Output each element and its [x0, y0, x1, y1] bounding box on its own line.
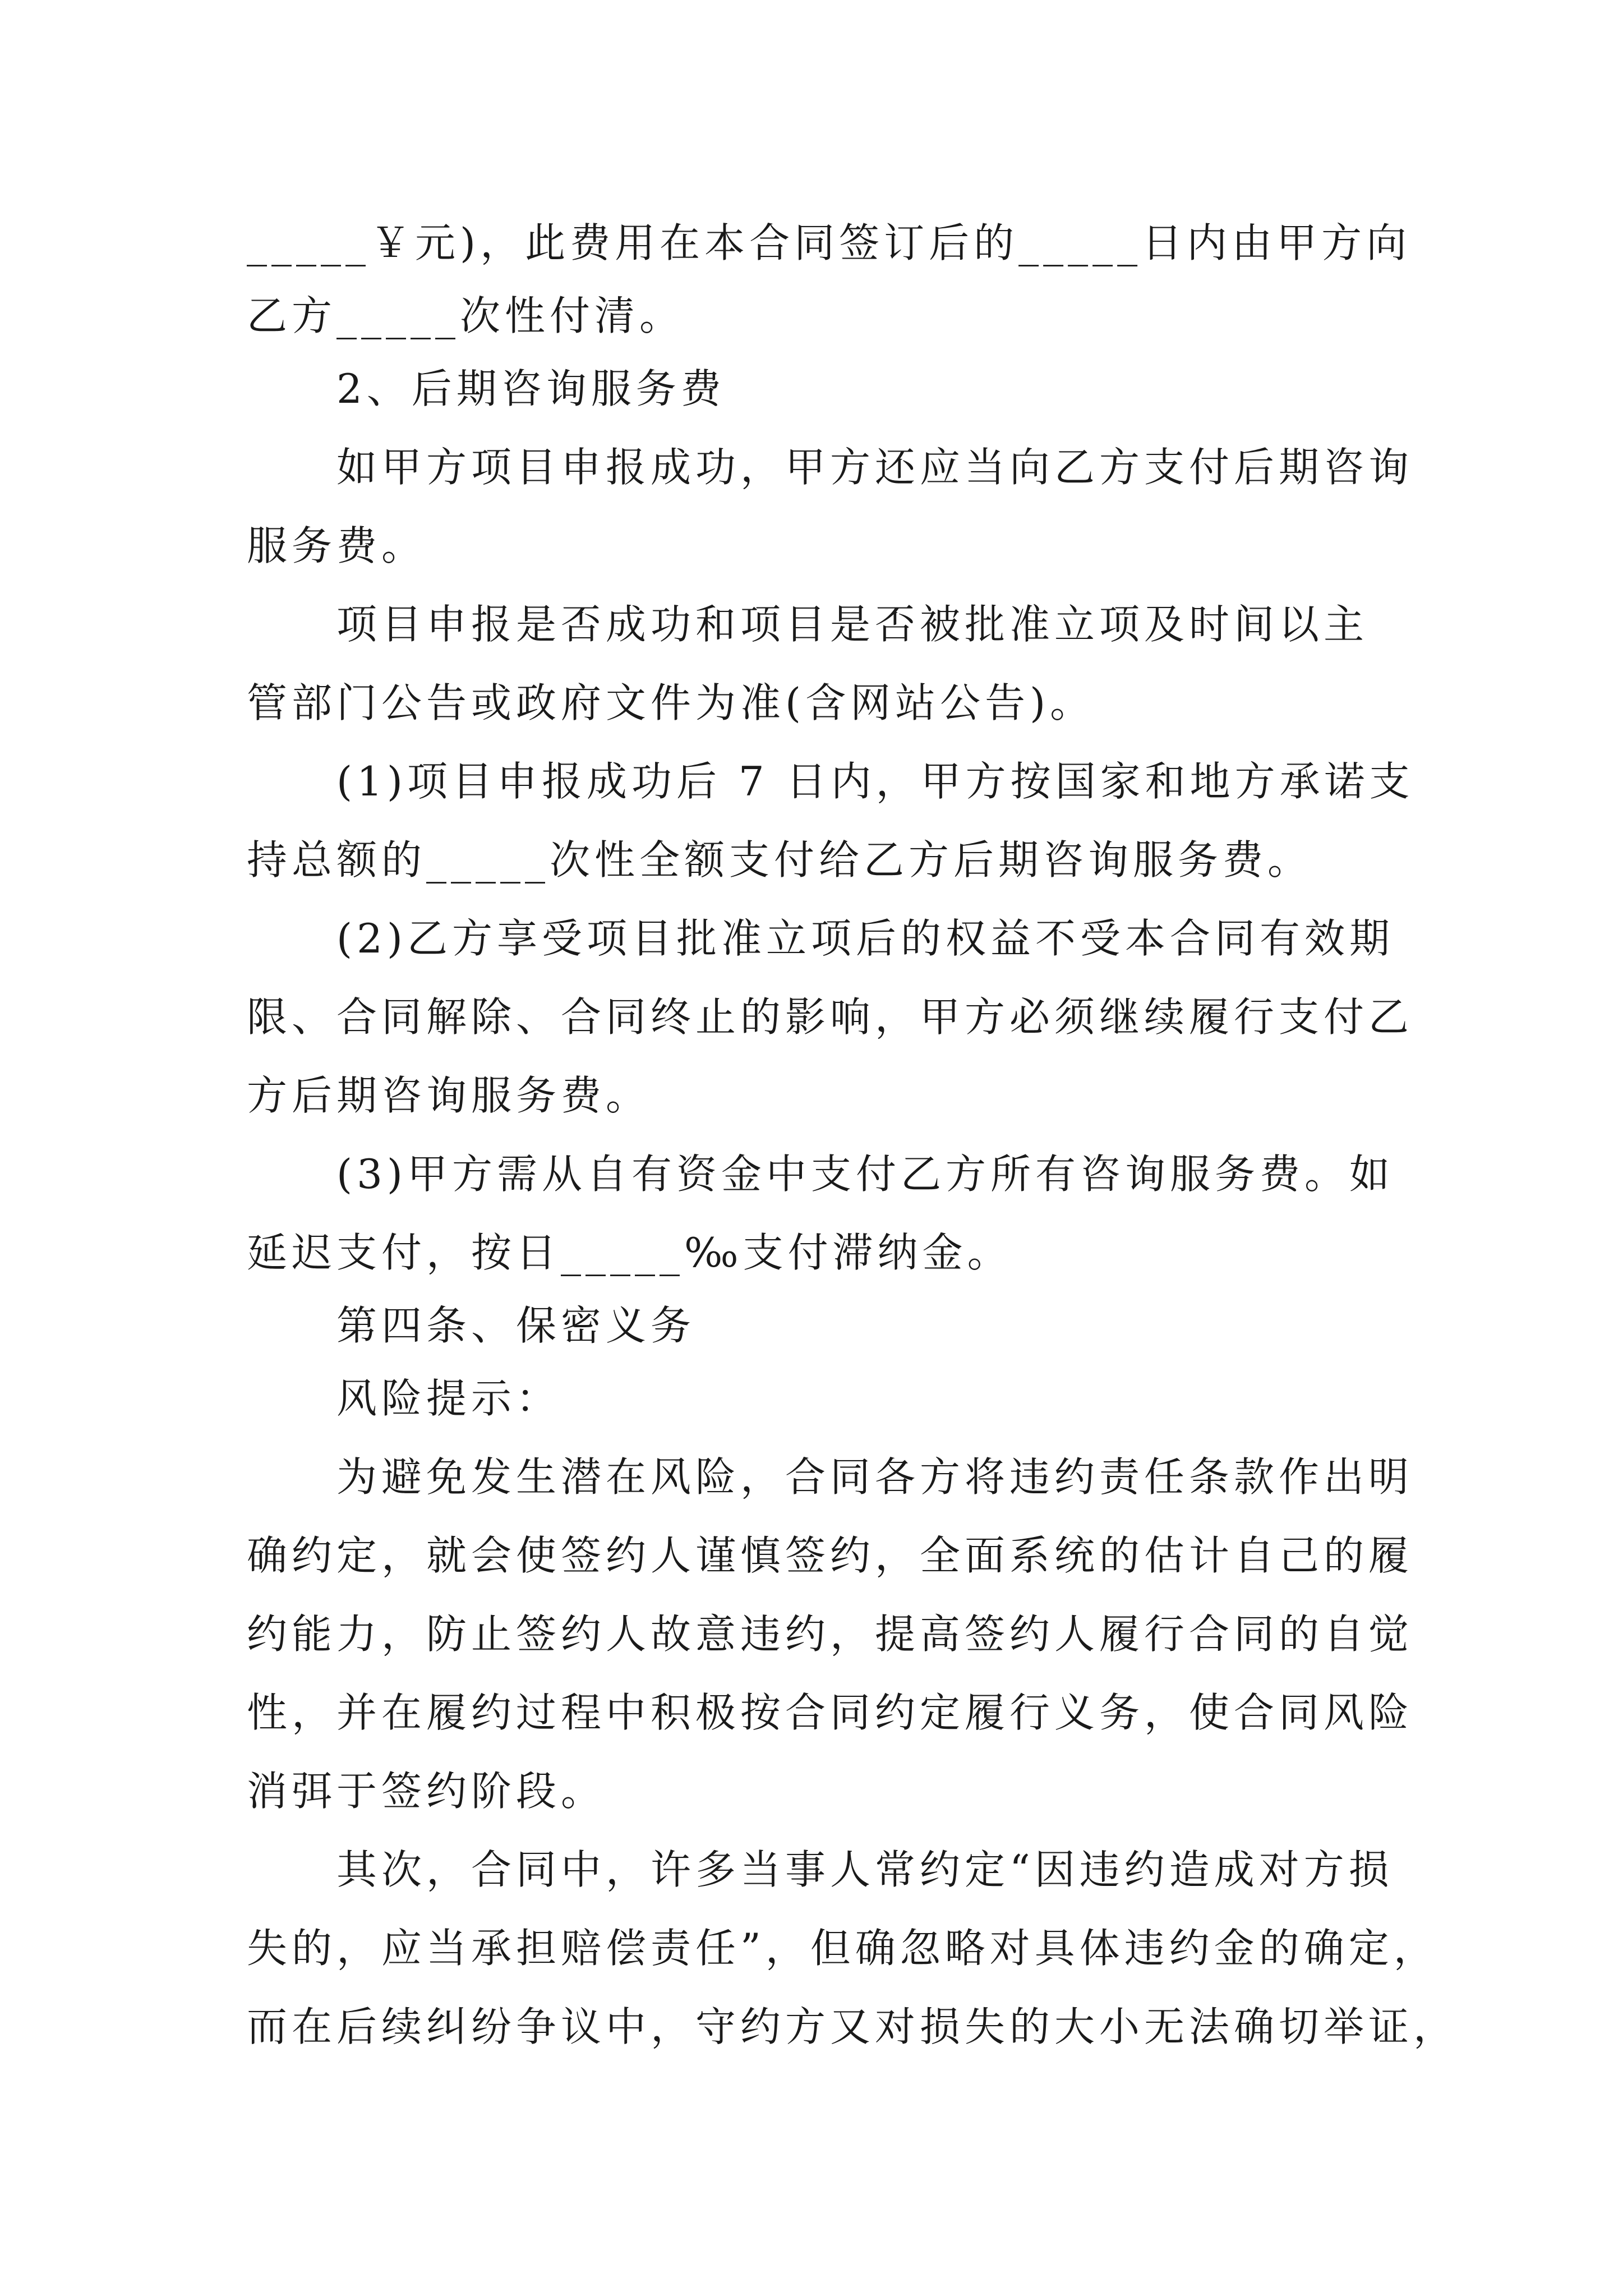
- text-line-17: 为避免发生潜在风险，合同各方将违约责任条款作出明: [336, 1453, 1414, 1501]
- text-line-19: 约能力，防止签约人故意违约，提高签约人履行合同的自觉: [247, 1611, 1414, 1658]
- text-line-20: 性，并在履约过程中积极按合同约定履行义务，使合同风险: [247, 1689, 1414, 1736]
- text-line-18: 确约定，就会使签约人谨慎签约，全面系统的估计自己的履: [247, 1532, 1414, 1579]
- text-line-22: 其次，合同中，许多当事人常约定“因违约造成对方损: [336, 1846, 1394, 1893]
- text-line-1: _____￥元)，此费用在本合同签订后的_____日内由甲方向: [247, 219, 1412, 266]
- text-line-12: 方后期咨询服务费。: [247, 1072, 651, 1119]
- risk-label: 风险提示：: [336, 1375, 561, 1422]
- text-line-2: 乙方_____次性付清。: [247, 292, 685, 339]
- section-heading: 2、后期咨询服务费: [336, 365, 726, 412]
- text-line-4: 如甲方项目申报成功，甲方还应当向乙方支付后期咨询: [336, 444, 1414, 491]
- text-line-13: (3)甲方需从自有资金中支付乙方所有咨询服务费。如: [336, 1151, 1394, 1198]
- text-line-24: 而在后续纠纷争议中，守约方又对损失的大小无法确切举证，: [247, 2003, 1459, 2050]
- text-line-9: 持总额的_____次性全额支付给乙方后期咨询服务费。: [247, 836, 1313, 884]
- text-line-23: 失的，应当承担赔偿责任”，但确忽略对具体违约金的确定，: [247, 1925, 1438, 1972]
- text-line-7: 管部门公告或政府文件为准(含网站公告)。: [247, 679, 1095, 726]
- article-heading: 第四条、保密义务: [336, 1302, 696, 1349]
- text-line-14: 延迟支付，按日_____‰支付滞纳金。: [247, 1229, 1012, 1276]
- text-line-21: 消弭于签约阶段。: [247, 1768, 606, 1815]
- text-line-8: (1)项目申报成功后 7 日内，甲方按国家和地方承诺支: [336, 758, 1414, 805]
- text-line-6: 项目申报是否成功和项目是否被批准立项及时间以主: [336, 601, 1369, 648]
- text-line-10: (2)乙方享受项目批准立项后的权益不受本合同有效期: [336, 915, 1394, 962]
- text-line-5: 服务费。: [247, 522, 427, 569]
- text-line-11: 限、合同解除、合同终止的影响，甲方必须继续履行支付乙: [247, 993, 1414, 1041]
